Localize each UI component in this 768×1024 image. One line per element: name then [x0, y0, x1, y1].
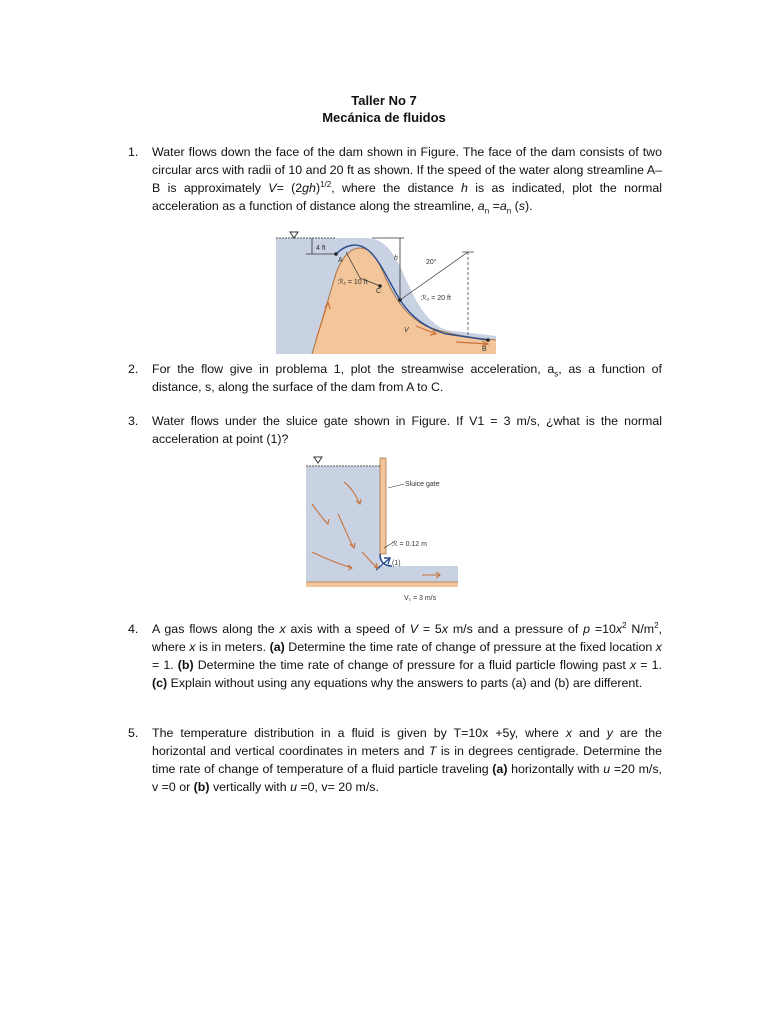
sluice-gate [380, 458, 386, 554]
downstream-water [380, 566, 458, 582]
label-point: (1) [392, 560, 401, 567]
problem-number: 2. [128, 362, 139, 376]
channel-bed [306, 582, 458, 587]
problem-number: 3. [128, 414, 139, 428]
problem-text: The temperature distribution in a fluid is given by T=10x +5y, where x and y are the horizontal and vertical coordinates in meters and T is in degrees centigrade. Determine the time rate of change of temperature of a fluid particle traveling (a) horizontally with u =20 m/s, v =0 or (b) vertically with u =0, v= 20 m/s. [152, 726, 662, 794]
problem-text: A gas flows along the x axis with a speed of V = 5x m/s and a pressure of $p =10x^2$ $N/m^2$, where x is in meters. (a) Determine the time rate of change of pressure at the fixed location x = 1. (b) Determine the time rate of change of pressure for a fluid particle flowing past x = 1. (c) Explain without using any equations why the answers to parts (a) and (b) are different. [152, 620, 662, 690]
document-title: Taller No 7 [351, 93, 417, 108]
label-r1: ℛ₁ = 10 ft [338, 279, 368, 286]
problem-5 [130, 724, 662, 796]
dam-figure [276, 230, 496, 354]
label-velocity: V₁ = 3 m/s [404, 595, 437, 602]
label-c: C [376, 288, 382, 295]
problem-number: 4. [128, 622, 139, 636]
sluice-gate-figure [304, 454, 462, 604]
label-height: 4 ft [316, 245, 326, 252]
label-angle: 20° [426, 259, 437, 266]
problem-2 [130, 360, 662, 396]
problem-text: For the flow give in problema 1, plot the streamwise acceleration, $a_s$, as a function of distance, s, along the surface of the dam from A to C. [152, 362, 662, 394]
problem-3 [130, 412, 662, 448]
problem-1 [130, 143, 662, 215]
label-b: B [482, 346, 487, 353]
problem-4 [130, 620, 662, 692]
problem-text: Water flows down the face of the dam shown in Figure. The face of the dam consists of two circular arcs with radii of 10 and 20 ft as shown. If the speed of the water along streamline A–B is approximately $V= (2gh)^{1/2}$, where the distance h is as indicated, plot the normal acceleration as a function of distance along the streamline, $a_n =a_n$ (s). [152, 145, 662, 216]
problem-text: Water flows under the sluice gate shown in Figure. If V1 = 3 m/s, ¿what is the normal acceleration at point (1)? [152, 414, 662, 446]
problem-number: 1. [128, 145, 139, 159]
problem-number: 5. [128, 726, 139, 740]
label-radius: ℛ = 0.12 m [392, 541, 427, 548]
label-a: A [338, 257, 343, 264]
label-r2: ℛ₂ = 20 ft [421, 295, 451, 302]
label-gate: Sluice gate [405, 481, 440, 488]
document-subtitle: Mecánica de fluidos [322, 110, 446, 125]
label-h: h [394, 255, 398, 262]
label-v: V [404, 327, 409, 334]
